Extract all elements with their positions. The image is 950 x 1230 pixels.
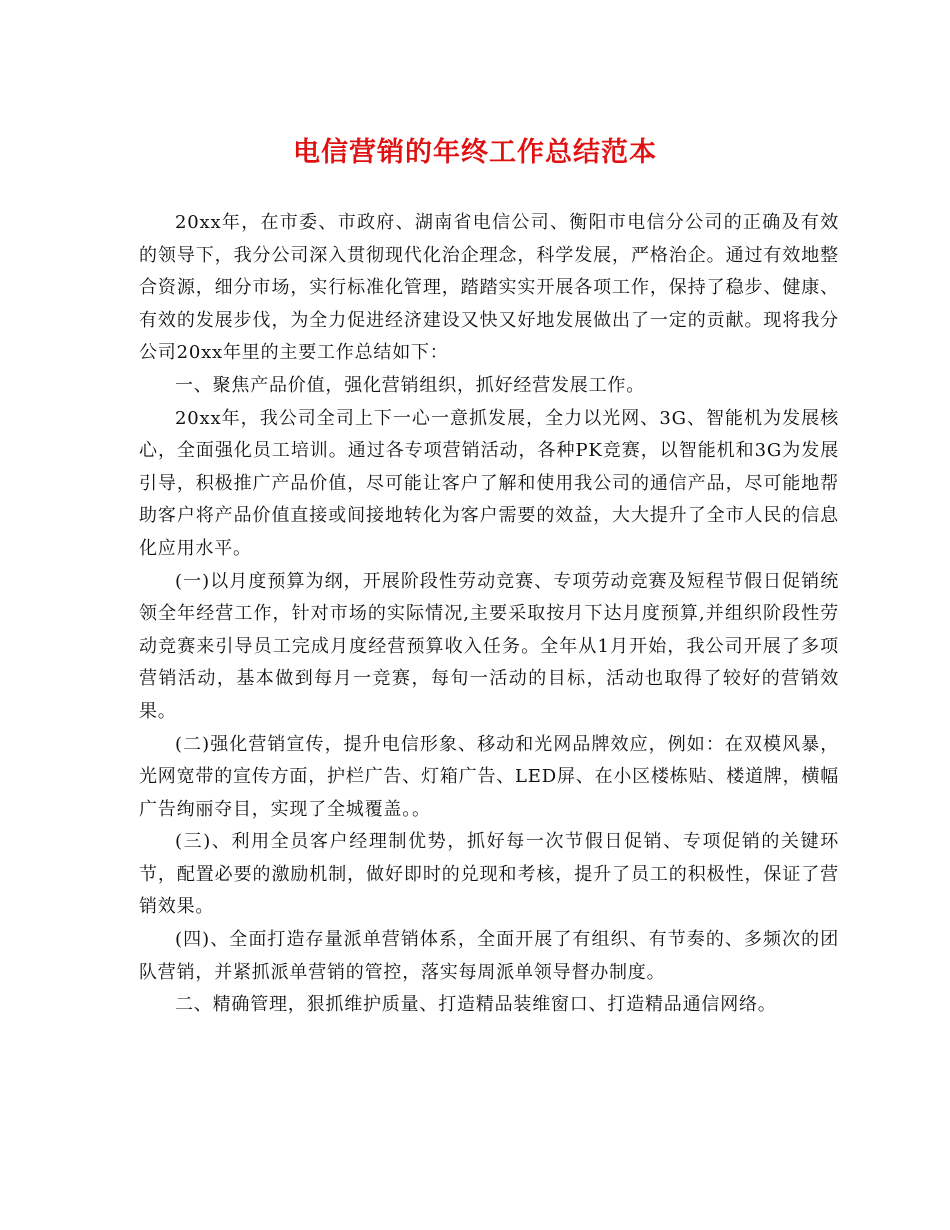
- paragraph-intro: 20xx年，在市委、市政府、湖南省电信公司、衡阳市电信分公司的正确及有效的领导下，我分公司深入贯彻现代化治企理念，科学发展，严格治企。通过有效地整合资源，细分市场，实行标准化管理，踏踏实实开展各项工作，保持了稳步、健康、有效的发展步伐，为全力促进经济建设又快又好地发展做出了一定的贡献。现将我分公司20xx年里的主要工作总结如下：: [139, 212, 839, 364]
- document-title: 电信营销的年终工作总结范本: [293, 137, 657, 168]
- paragraph-item-3: (三)、利用全员客户经理制优势，抓好每一次节假日促销、专项促销的关键环节，配置必要的激励机制，做好即时的兑现和考核，提升了员工的积极性，保证了营销效果。: [139, 831, 839, 918]
- paragraph-item-2: (二)强化营销宣传，提升电信形象、移动和光网品牌效应，例如：在双模风暴，光网宽带的宣传方面，护栏广告、灯箱广告、LED屏、在小区楼栋贴、楼道牌，横幅广告绚丽夺目，实现了全城覆盖。。: [139, 733, 839, 820]
- paragraph-section-1-heading: 一、聚焦产品价值，强化营销组织，抓好经营发展工作。: [175, 374, 645, 396]
- paragraph-section-2-heading: 二、精确管理，狠抓维护质量、打造精品装维窗口、打造精品通信网络。: [175, 994, 777, 1016]
- paragraph-development: 20xx年，我公司全司上下一心一意抓发展，全力以光网、3G、智能机为发展核心，全面强化员工培训。通过各专项营销活动，各种PK竞赛，以智能机和3G为发展引导，积极推广产品价值，尽可能让客户了解和使用我公司的通信产品，尽可能地帮助客户将产品价值直接或间接地转化为客户需要的效益，大大提升了全市人民的信息化应用水平。: [139, 407, 839, 559]
- paragraph-item-1: (一)以月度预算为纲，开展阶段性劳动竞赛、专项劳动竞赛及短程节假日促销统领全年经营工作，针对市场的实际情况,主要采取按月下达月度预算,并组织阶段性劳动竞赛来引导员工完成月度经营预算收入任务。全年从1月开始，我公司开展了多项营销活动，基本做到每月一竞赛，每旬一活动的目标，活动也取得了较好的营销效果。: [139, 570, 839, 722]
- document-body: [139, 207, 839, 1022]
- paragraph-item-4: (四)、全面打造存量派单营销体系，全面开展了有组织、有节奏的、多频次的团队营销，并紧抓派单营销的管控，落实每周派单领导督办制度。: [139, 929, 839, 983]
